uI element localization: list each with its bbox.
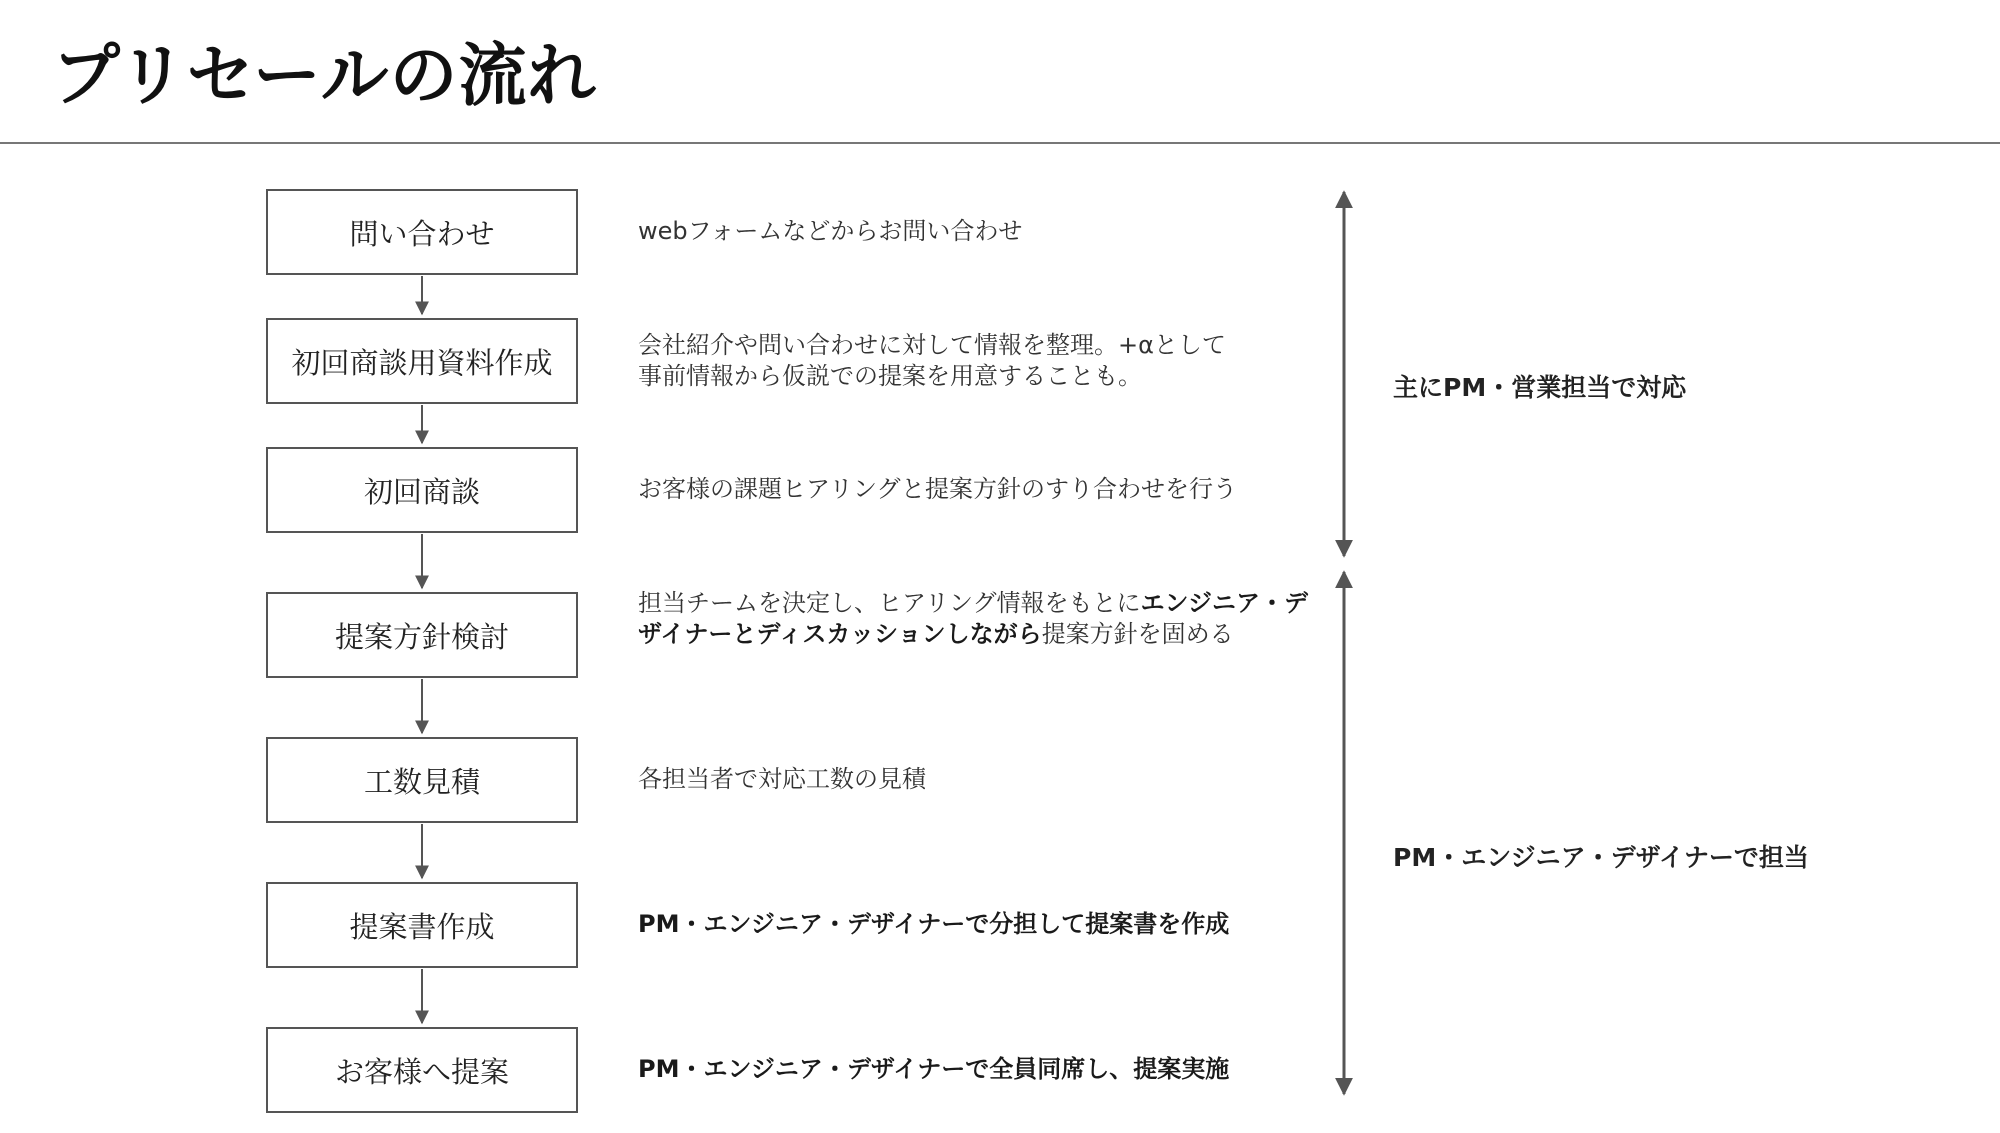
- step-box-inquiry: 問い合わせ: [266, 189, 578, 275]
- step-box-proposal-policy: 提案方針検討: [266, 592, 578, 678]
- step-box-proposal-document: 提案書作成: [266, 882, 578, 968]
- step-box-effort-estimate: 工数見積: [266, 737, 578, 823]
- step-box-first-meeting-materials: 初回商談用資料作成: [266, 318, 578, 404]
- step-description-proposal-policy: [638, 588, 1308, 650]
- step-box-client-proposal: お客様へ提案: [266, 1027, 578, 1113]
- title-divider: [0, 142, 2000, 144]
- step-description-line: 会社紹介や問い合わせに対して情報を整理。+αとして: [638, 331, 1226, 359]
- step-box-first-meeting: 初回商談: [266, 447, 578, 533]
- step-description-emphasis: エンジニア・デザイナーとディスカッションしながら: [638, 589, 1308, 648]
- phase-label-sales-pm: 主にPM・営業担当で対応: [1393, 373, 1687, 402]
- step-description-inquiry: webフォームなどからお問い合わせ: [638, 217, 1023, 245]
- step-description-first-meeting: お客様の課題ヒアリングと提案方針のすり合わせを行う: [638, 475, 1238, 503]
- step-description-effort-estimate: 各担当者で対応工数の見積: [638, 765, 926, 793]
- step-description-proposal-document: PM・エンジニア・デザイナーで分担して提案書を作成: [638, 910, 1230, 938]
- step-description-line: 事前情報から仮説での提案を用意することも。: [638, 362, 1142, 390]
- step-description-text: 担当チームを決定し、ヒアリング情報をもとに: [638, 589, 1141, 617]
- page-title: プリセールの流れ: [52, 37, 597, 116]
- step-description-text: 提案方針を固める: [1041, 620, 1234, 648]
- step-description-client-proposal: PM・エンジニア・デザイナーで全員同席し、提案実施: [638, 1055, 1230, 1083]
- phase-label-pm-engineer-designer: PM・エンジニア・デザイナーで担当: [1393, 843, 1809, 872]
- step-description-first-meeting-materials: [638, 330, 1308, 392]
